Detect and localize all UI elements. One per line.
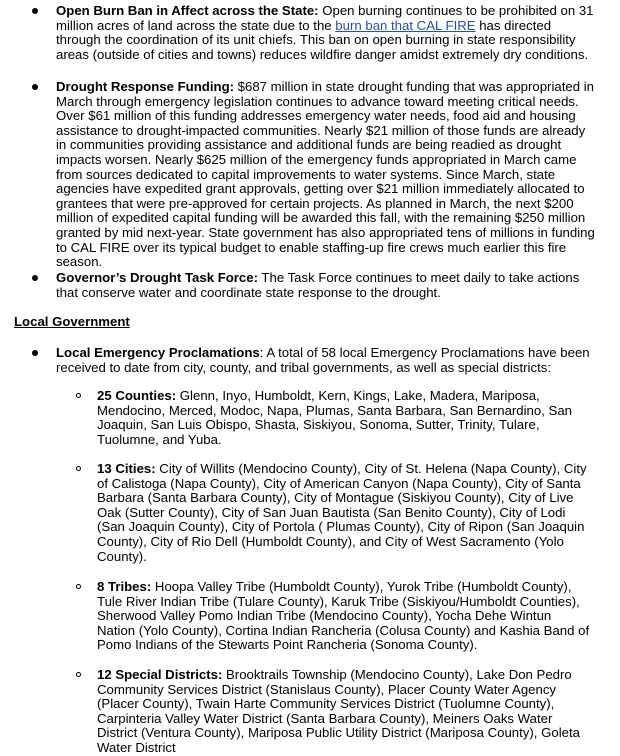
circle-bullet-icon — [76, 393, 81, 398]
sub-item-text: City of Willits (Mendocino County), City of St. Helena (Napa County), City of Calistoga (Napa County), City of American Canyon (Napa County), City of Santa Barbara (Santa Barbara County), City of Montague (Siskiyou County), City of Live Oak (Sutter County), City of San Juan Bautista (San Benito County), City of Lodi (San Joaquin County), City of Portola ( Plumas County), City of Ripon (San Joaquin County), City of Rio Dell (Humboldt County), and City of West Sacramento (Yolo County). — [97, 461, 587, 564]
sub-item-text: Hoopa Valley Tribe (Humboldt County), Yurok Tribe (Humboldt County), Tule River Indian Tribe (Tulare County), Karuk Tribe (Siskiyou/Humboldt Counties), Sherwood Valley Pomo Indian Tribe (Mendocino County), Yocha Dehe Wintun Nation (Yolo County), Cortina Indian Rancheria (Colusa County) and Kashia Band of Pomo Indians of the Stewarts Point Rancheria (Sonoma County). — [97, 579, 590, 653]
sub-item-counties — [97, 389, 592, 447]
sub-item-text: Glenn, Inyo, Humboldt, Kern, Kings, Lake, Madera, Mariposa, Mendocino, Merced, Modoc, Napa, Plumas, Santa Barbara, San Bernardino, San Joaquin, San Luis Obispo, Shasta, Siskiyou, Sonoma, Sutter, Trinity, Tulare, Tuolumne, and Yuba. — [97, 388, 573, 447]
bullet-local-proclamations — [56, 346, 596, 375]
sub-item-title: 25 Counties: — [97, 388, 177, 403]
bullet-text: The Task Force continues to meet daily to take actions that conserve water and coordinate state response to the drought. — [56, 270, 580, 300]
bullet-title: Drought Response Funding: — [56, 79, 235, 94]
bullet-task-force — [56, 271, 596, 300]
circle-bullet-icon — [76, 466, 81, 471]
section-heading: Local Government — [14, 314, 130, 329]
sub-item-title: 12 Special Districts: — [97, 667, 223, 682]
bullet-text: Open burning continues to be prohibited on 31 million acres of land across the state due to the — [56, 3, 594, 33]
burn-ban-link[interactable]: burn ban that CAL FIRE — [335, 17, 476, 33]
sub-item-title: 8 Tribes: — [97, 579, 152, 594]
bullet-burn-ban — [56, 4, 596, 62]
bullet-dot-icon — [32, 275, 38, 281]
bullet-drought-funding — [56, 80, 596, 270]
bullet-dot-icon — [32, 84, 38, 90]
circle-bullet-icon — [76, 584, 81, 589]
bullet-title: Governor’s Drought Task Force: — [56, 270, 258, 285]
bullet-text: : A total of 58 local Emergency Proclamations have been received to date from city, county, and tribal governments, as well as special districts: — [56, 345, 590, 375]
bullet-dot-icon — [32, 8, 38, 14]
bullet-title: Open Burn Ban in Affect across the State: — [56, 3, 319, 18]
sub-item-special-districts — [97, 668, 592, 756]
sub-item-text: Brooktrails Township (Mendocino County), Lake Don Pedro Community Services District (Stanislaus County), Placer County Water Agency (Placer County), Twain Harte Community Services District (Tuolumne County), Carpinteria Valley Water District (Santa Barbara County), Meiners Oaks Water District (Ventura County), Mariposa Public Utility District (Mariposa County), Goleta Water District — [97, 667, 580, 755]
circle-bullet-icon — [76, 672, 81, 677]
bullet-text: $687 million in state drought funding that was appropriated in March through emergency legislation continues to advance toward meeting critical needs. Over $61 million of this funding addresses emergency water needs, food aid and housing assistance to drought-impacted communities. Nearly $21 million of those funds are already in communities providing assistance and additional funds are being readied as drought impacts worsen. Nearly $625 million of the emergency funds appropriated in March came from sources dedicated to capital improvements to water systems. Since March, state agencies have expedited grant approvals, getting over $21 million immediately allocated to grantees that were pre-approved for certain projects. As planned in March, the next $200 million of expedited capital funding will be awarded this fall, with the remaining $250 million granted by mid next-year. State government has also appropriated tens of millions in funding to CAL FIRE over its typical budget to enable staffing-up fire crews much earlier this fire season. — [56, 79, 595, 270]
sub-item-tribes — [97, 580, 592, 653]
bullet-text: has directed through the coordination of its unit chiefs. This ban on open burning in state responsibility areas (outside of cities and towns) reduces wildfire danger amidst extremely dry conditions. — [56, 17, 589, 62]
sub-item-cities — [97, 462, 592, 564]
bullet-title: Local Emergency Proclamations — [56, 345, 260, 360]
bullet-dot-icon — [32, 350, 38, 356]
sub-item-title: 13 Cities: — [97, 461, 156, 476]
